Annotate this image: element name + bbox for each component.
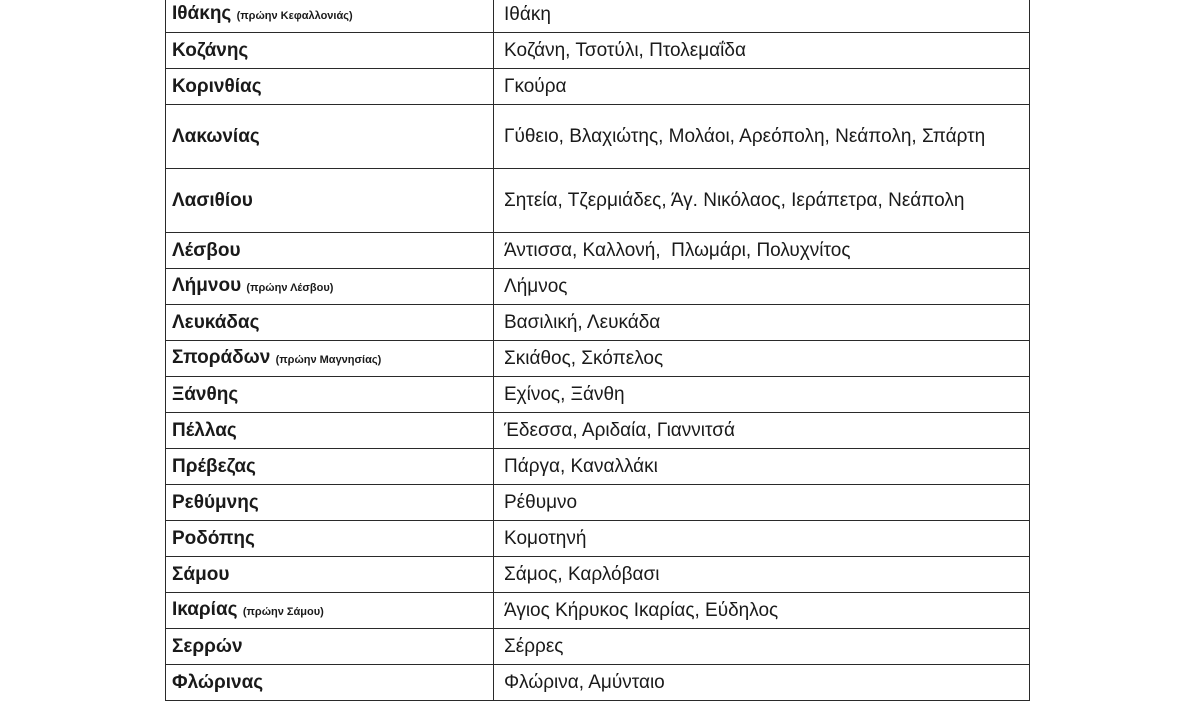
region-name: Ξάνθης (172, 384, 239, 405)
region-note: (πρώην Σάμου) (242, 605, 324, 618)
places-cell: Κομοτηνή (494, 521, 1030, 557)
table-row (166, 485, 1030, 521)
places-cell: Άντισσα, Καλλονή, Πλωμάρι, Πολυχνίτος (494, 233, 1030, 269)
places-cell: Σέρρες (494, 629, 1030, 665)
places-cell: Σάμος, Καρλόβασι (494, 557, 1030, 593)
table-row (166, 629, 1030, 665)
region-note: (πρώην Μαγνησίας) (275, 353, 382, 366)
table-row (166, 269, 1030, 305)
table-row (166, 665, 1030, 701)
places-cell: Λήμνος (494, 269, 1030, 305)
region-name: Λέσβου (172, 240, 241, 261)
region-cell (166, 269, 494, 305)
region-cell (166, 413, 494, 449)
region-cell (166, 305, 494, 341)
places-cell: Ιθάκη (494, 0, 1030, 33)
places-cell: Γύθειο, Βλαχιώτης, Μολάοι, Αρεόπολη, Νεάπολη, Σπάρτη (494, 105, 1030, 169)
table-row (166, 449, 1030, 485)
region-note: (πρώην Λέσβου) (246, 281, 334, 294)
table-row (166, 521, 1030, 557)
places-cell: Ρέθυμνο (494, 485, 1030, 521)
table-row (166, 69, 1030, 105)
region-cell (166, 629, 494, 665)
region-cell (166, 449, 494, 485)
places-cell: Βασιλική, Λευκάδα (494, 305, 1030, 341)
region-cell (166, 521, 494, 557)
region-name: Λακωνίας (172, 126, 260, 147)
region-cell (166, 665, 494, 701)
table-row (166, 169, 1030, 233)
places-cell: Κοζάνη, Τσοτύλι, Πτολεμαΐδα (494, 33, 1030, 69)
places-cell: Φλώρινα, Αμύνταιο (494, 665, 1030, 701)
places-cell: Άγιος Κήρυκος Ικαρίας, Εύδηλος (494, 593, 1030, 629)
table-row (166, 341, 1030, 377)
region-name: Φλώρινας (172, 672, 264, 693)
region-cell (166, 0, 494, 33)
region-name: Κορινθίας (172, 76, 262, 97)
places-cell: Έδεσσα, Αριδαία, Γιαννιτσά (494, 413, 1030, 449)
region-name: Σποράδων (172, 346, 271, 368)
region-cell (166, 169, 494, 233)
region-name: Κοζάνης (172, 40, 249, 61)
table-row (166, 233, 1030, 269)
region-name: Λασιθίου (172, 190, 253, 211)
region-name: Λήμνου (172, 274, 242, 296)
table-row (166, 33, 1030, 69)
table-row (166, 0, 1030, 33)
region-cell (166, 485, 494, 521)
region-cell (166, 377, 494, 413)
region-name: Πέλλας (172, 420, 237, 441)
region-cell (166, 557, 494, 593)
table-row (166, 557, 1030, 593)
places-cell: Σκιάθος, Σκόπελος (494, 341, 1030, 377)
region-cell (166, 105, 494, 169)
region-name: Ιθάκης (172, 2, 232, 24)
places-cell: Γκούρα (494, 69, 1030, 105)
table-row (166, 105, 1030, 169)
regions-table (165, 0, 1030, 701)
region-name: Πρέβεζας (172, 456, 256, 477)
region-cell (166, 341, 494, 377)
table-row (166, 377, 1030, 413)
region-cell (166, 593, 494, 629)
region-name: Σερρών (172, 636, 243, 657)
region-name: Ρεθύμνης (172, 492, 259, 513)
table-row (166, 593, 1030, 629)
region-cell (166, 33, 494, 69)
region-name: Ροδόπης (172, 528, 255, 549)
table-row (166, 305, 1030, 341)
region-name: Σάμου (172, 564, 230, 585)
region-name: Λευκάδας (172, 312, 260, 333)
region-cell (166, 233, 494, 269)
region-cell (166, 69, 494, 105)
places-cell: Σητεία, Τζερμιάδες, Άγ. Νικόλαος, Ιεράπετρα, Νεάπολη (494, 169, 1030, 233)
table-row (166, 413, 1030, 449)
region-name: Ικαρίας (172, 598, 238, 620)
places-cell: Εχίνος, Ξάνθη (494, 377, 1030, 413)
places-cell: Πάργα, Καναλλάκι (494, 449, 1030, 485)
region-note: (πρώην Κεφαλλονιάς) (236, 9, 353, 22)
